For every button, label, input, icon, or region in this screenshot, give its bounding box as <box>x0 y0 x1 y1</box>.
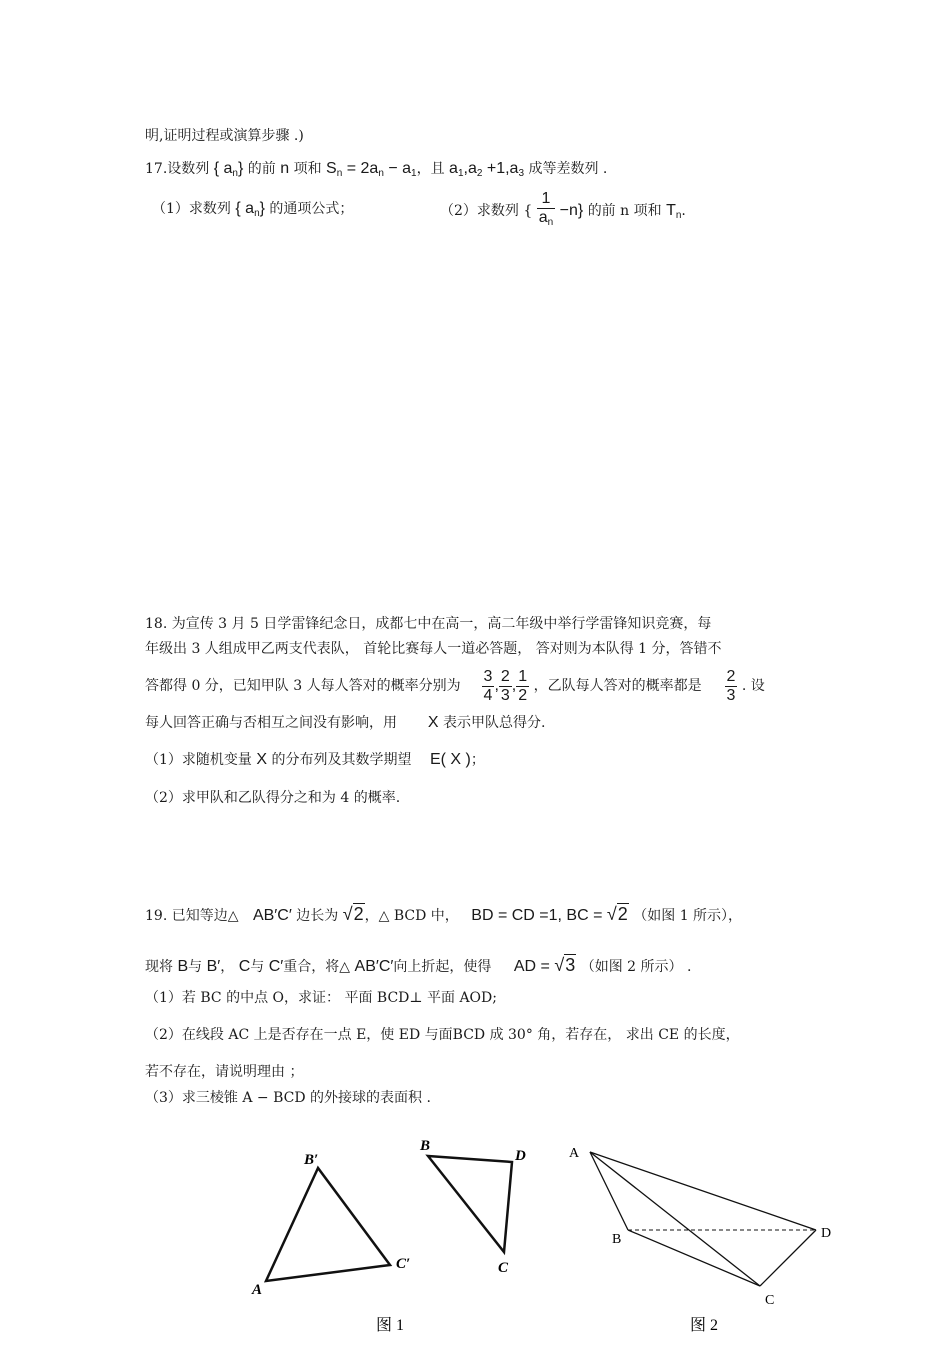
figures <box>0 1130 950 1345</box>
q19-part1: （1）若 BC 的中点 O，求证： 平面 BCD⊥ 平面 AOD; <box>145 990 497 1006</box>
q18-line2: 年级出 3 人组成甲乙两支代表队， 首轮比赛每人一道必答题， 答对则为本队得 1 分，答错不 <box>145 641 722 657</box>
q18-line4: 每人回答正确与否相互之间没有影响，用 X 表示甲队总得分. <box>145 714 546 731</box>
figure1-triangle-bcd <box>419 1138 526 1276</box>
q17-text-c: 成等差数列 . <box>528 161 608 177</box>
q17-number: 17. <box>145 161 168 177</box>
q18-frac-2-3-b: $\frac{2}{3}$ <box>726 667 736 704</box>
q18-frac-3-4: $\frac{3}{4}$ <box>483 667 493 704</box>
q17-part1-seq: { $a_n$} <box>235 200 265 219</box>
q17-terms: $a_1,a_2 +1,a_3$ <box>449 160 524 179</box>
label-c2: C <box>765 1293 775 1308</box>
q19-line2: 现将 B与 B′， C与 C′重合，将△ AB′C′向上折起，使得 AD = √3 （如图 2 所示） . <box>145 955 692 975</box>
q17-text-a: 的前 <box>247 161 276 177</box>
q19-line1: 19. 已知等边△ AB′C′ 边长为 √2，△ BCD 中， BD = CD =1, BC = √2 （如图 1 所示）， <box>145 904 743 924</box>
q17-part1: （1）求数列 { $a_n$} 的通项公式； <box>152 200 354 219</box>
q17-part2-T: $T_n$ <box>666 202 682 221</box>
label-b2: B <box>612 1232 622 1247</box>
label-b-prime: B′ <box>304 1152 319 1168</box>
triangle-bcd <box>428 1156 512 1252</box>
q18-frac-1-2: $\frac{1}{2}$ <box>518 667 528 704</box>
q17-part2: （2）求数列 { $\frac{1}{a_n}$ −n} 的前 n 项和 $T_n$. <box>440 190 686 234</box>
q17-lead: 设数列 <box>167 161 210 177</box>
q17-text-b: 项和 <box>293 161 322 177</box>
label-d: D <box>515 1148 526 1164</box>
q19-sqrt2-b: √2 <box>606 904 628 924</box>
q19-part3: （3）求三棱锥 A − BCD 的外接球的表面积 . <box>145 1090 431 1106</box>
figure1-equilateral-triangle <box>251 1152 410 1298</box>
figure2-tetrahedron <box>569 1146 831 1308</box>
q18-part1: （1）求随机变量 X 的分布列及其数学期望 E( X )； <box>145 751 485 768</box>
triangle-ab1c1 <box>266 1168 390 1281</box>
label-a: A <box>252 1282 263 1298</box>
q17-statement <box>145 160 607 183</box>
q17-formula-end: ，且 <box>416 161 445 177</box>
q19-part2: （2）在线段 AC 上是否存在一点 E，使 ED 与面BCD 成 30° 角，若存在， 求出 CE 的长度， <box>145 1027 740 1043</box>
q19-sqrt3: √3 <box>554 955 576 975</box>
q18-part2: （2）求甲队和乙队得分之和为 4 的概率. <box>145 790 401 806</box>
q17-seq: { $a_n$} <box>213 160 244 179</box>
q17-part2-fraction: $\frac{1}{a_n}$ <box>538 190 554 228</box>
label-d2: D <box>821 1226 832 1241</box>
q19-sqrt2: √2 <box>342 904 364 924</box>
label-b: B <box>420 1138 431 1154</box>
q17-n: n <box>280 160 290 177</box>
label-a2: A <box>569 1146 580 1161</box>
intro-line: 明,证明过程或演算步骤 .) <box>145 128 304 144</box>
label-c: C <box>498 1260 509 1276</box>
q19-part2-cont: 若不存在，请说明理由 ； <box>145 1064 304 1080</box>
q18-line1: 18. 为宣传 3 月 5 日学雷锋纪念日，成都七中在高一，高二年级中举行学雷锋知识竞赛，每 <box>145 616 712 632</box>
q18-frac-2-3: $\frac{2}{3}$ <box>500 667 510 704</box>
label-c-prime: C′ <box>396 1256 411 1272</box>
q17-formula: $S_n = 2a_n - a_1$ <box>326 160 417 179</box>
caption-figure1: 图 1 <box>376 1317 405 1334</box>
caption-figure2: 图 2 <box>690 1317 719 1334</box>
q18-line3: 答都得 0 分，已知甲队 3 人每人答对的概率分别为 $\frac{3}{4}$ , $\frac{2}{3}$ , $\frac{1}{2}$ ，乙队每人答对的概率都是 $\frac{2}{3}$ . 设 <box>145 667 765 704</box>
